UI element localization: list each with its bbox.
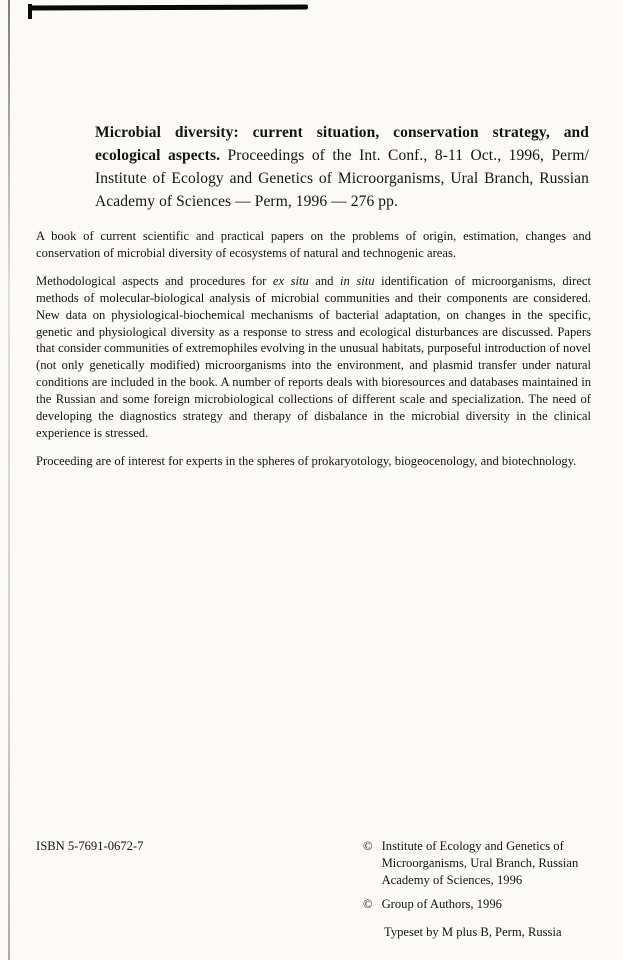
book-title-regular: Proceedings of the Int. Conf., 8-11 Oct., 1996, Perm/ Institute of Ecology and Genetics of Microorganisms, Ural Branch, Russian Academy of Sciences — Perm, 1996 — 276 pp. — [95, 147, 589, 210]
scan-artifact-top-streak — [28, 5, 308, 11]
title-block — [95, 121, 589, 213]
copyright-institute-text: Institute of Ecology and Genetics of Microorganisms, Ural Branch, Russian Academy of Sciences, 1996 — [381, 839, 579, 887]
paragraph-methodology-part-b: and — [308, 273, 341, 288]
scan-artifact-top-tick — [28, 4, 32, 19]
typeset-credit: Typeset by M plus B, Perm, Russia — [384, 925, 562, 939]
paragraph-methodology — [36, 273, 591, 442]
copyright-symbol: © — [363, 897, 373, 911]
ex-situ-term: ex situ — [272, 273, 309, 288]
in-situ-term: in situ — [340, 273, 375, 288]
scan-artifact-left-edge — [8, 0, 10, 960]
copyright-entry-authors — [363, 896, 593, 913]
imprint-footer — [36, 838, 593, 941]
paragraph-methodology-part-a: Methodological aspects and procedures for — [36, 273, 273, 288]
paragraph-audience: Proceeding are of interest for experts in the spheres of prokaryotology, biogeocenology, and biotechnology. — [36, 453, 577, 468]
copyright-authors-text: Group of Authors, 1996 — [381, 897, 502, 911]
copyright-block — [363, 838, 593, 941]
isbn-text: ISBN 5-7691-0672-7 — [36, 839, 144, 853]
paragraph-methodology-part-c: identification of microorganisms, direct methods of molecular-biological analysis of microbial communities and their components are considered. New data on physiological-biochemical mechanisms of bacterial adaptation, on changes in the specific, genetic and physiological diversity as a response to stress and ecological disturbances are discussed. Papers that consider communities of extremophiles evolving in the unusual habitats, purposeful introduction of novel (not only genetically modified) microorganisms into the environment, and plasmid transfer under natural conditions are included in the book. A number of reports deals with bioresources and databases maintained in the Russian and some foreign microbiological collections of different scale and specialization. The need of developing the diagnostics strategy and therapy of disbalance in the microbial diversity in the clinical experience is stressed. — [36, 273, 592, 440]
annotation-body — [36, 228, 591, 481]
copyright-entry-institute — [363, 838, 593, 889]
book-title-bold: Microbial diversity: current situation, conservation strategy, and ecological aspects. — [95, 124, 589, 164]
paragraph-summary: A book of current scientific and practical papers on the problems of origin, estimation, changes and conservation of microbial diversity of ecosystems of natural and technogenic areas. — [36, 229, 591, 260]
copyright-symbol: © — [363, 839, 373, 853]
